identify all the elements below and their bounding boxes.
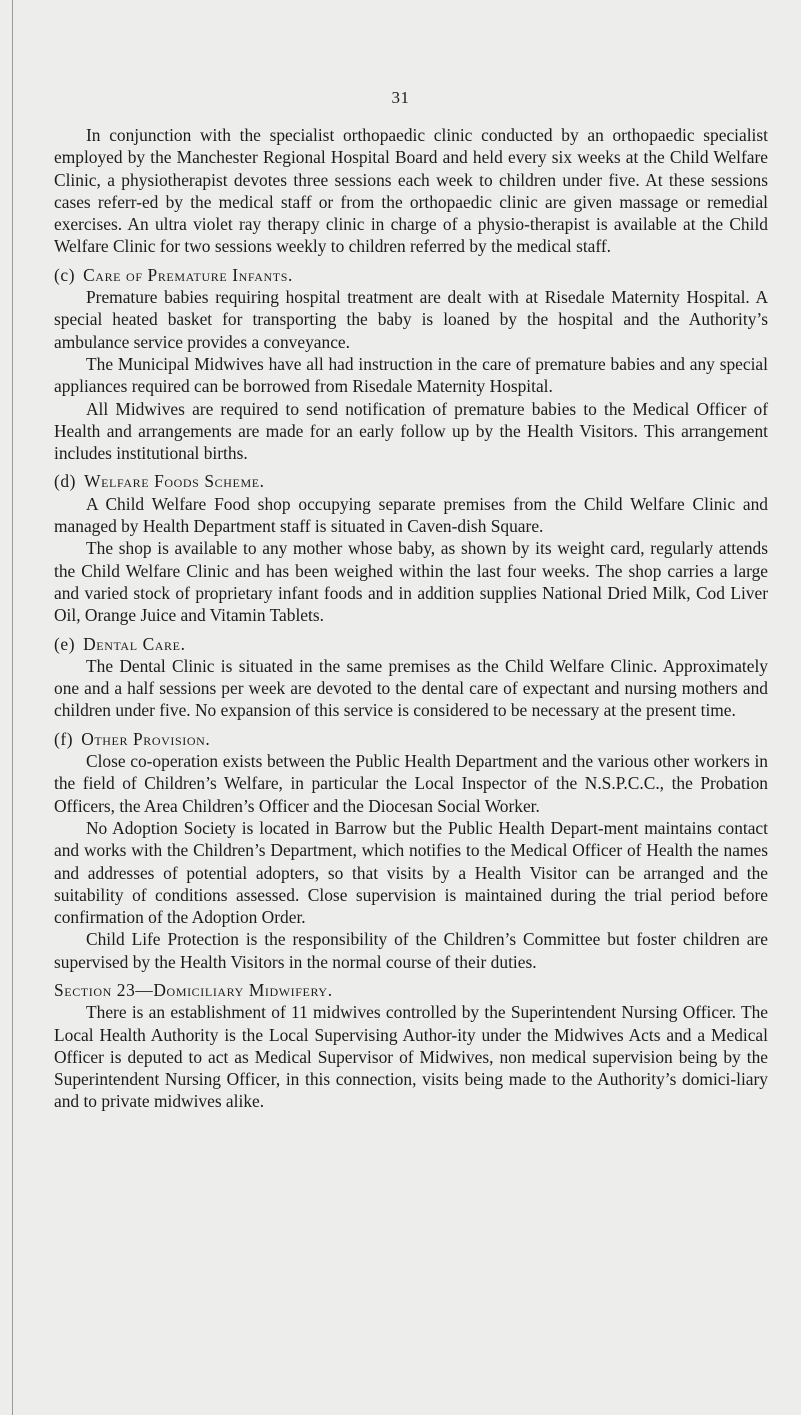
heading-premature-infants <box>54 264 768 286</box>
paragraph-food-shop-availability: The shop is available to any mother whose baby, as shown by its weight card, regularly attends the Child Welfare Clinic and has been weighed within the last four weeks. The shop carries a large and varied stock of proprietary infant foods and in addition supplies National Dried Milk, Cod Liver Oil, Orange Juice and Vitamin Tablets. <box>54 538 768 626</box>
heading-other-provision <box>54 728 768 750</box>
paragraph-co-operation: Close co-operation exists between the Public Health Department and the various other workers in the field of Children’s Welfare, in particular the Local Inspector of the N.S.P.C.C., the Probation Officers, the Area Children’s Officer and the Diocesan Social Worker. <box>54 751 768 816</box>
page-edge <box>12 0 13 1415</box>
heading-section-23: Section 23—Domiciliary Midwifery. <box>54 979 333 1000</box>
heading-text: Other Provision. <box>81 728 211 749</box>
paragraph-midwifery: There is an establishment of 11 midwives controlled by the Superintendent Nursing Officer. The Local Health Authority is the Local Supervising Author-ity under the Midwives Acts and a Medical Officer is deputed to act as Medical Supervisor of Midwives, non medical supervision being by the Superintendent Nursing Officer, in this connection, visits being made to the Authority’s domici-liary and to private midwives alike. <box>54 1002 768 1112</box>
document-body <box>54 124 768 1113</box>
heading-marker: (c) <box>54 264 76 285</box>
heading-text: Welfare Foods Scheme. <box>84 471 265 492</box>
heading-text: Care of Premature Infants. <box>83 264 293 285</box>
heading-marker: (d) <box>54 471 77 492</box>
paragraph-dental-clinic: The Dental Clinic is situated in the same premises as the Child Welfare Clinic. Approximately one and a half sessions per week are devoted to the dental care of expectant and nursing mothers and children under five. No expansion of this service is considered to be necessary at the present time. <box>54 655 768 721</box>
paragraph-premature-midwives: The Municipal Midwives have all had instruction in the care of premature babies and any special appliances required can be borrowed from Risedale Maternity Hospital. <box>54 353 768 397</box>
page-number: 31 <box>391 88 410 107</box>
heading-welfare-foods <box>54 470 768 492</box>
heading-marker: (e) <box>54 633 76 654</box>
paragraph-premature-notification: All Midwives are required to send notification of premature babies to the Medical Officer of Health and arrangements are made for an early follow up by the Health Visitors. This arrangement includes institutional births. <box>54 398 768 464</box>
paragraph-child-life-protection: Child Life Protection is the responsibility of the Children’s Committee but foster children are supervised by the Health Visitors in the normal course of their duties. <box>54 929 768 972</box>
paragraph-premature-hospital: Premature babies requiring hospital treatment are dealt with at Risedale Maternity Hospital. A special heated basket for transporting the baby is loaned by the hospital and the Authority’s ambulance service provides a conveyance. <box>54 287 768 352</box>
heading-dental-care <box>54 633 768 655</box>
heading-text: Dental Care. <box>83 633 186 654</box>
paragraph-food-shop: A Child Welfare Food shop occupying separate premises from the Child Welfare Clinic and managed by Health Department staff is situated in Caven-dish Square. <box>54 493 768 537</box>
paragraph-orthopaedic: In conjunction with the specialist orthopaedic clinic conducted by an orthopaedic specialist employed by the Manchester Regional Hospital Board and held every six weeks at the Child Welfare Clinic, a physiotherapist devotes three sessions each week to children under five. At these sessions cases referr-ed by the medical staff or from the orthopaedic clinic are given massage or remedial exercises. An ultra violet ray therapy clinic in charge of a physio-therapist is available at the Child Welfare Clinic for two sessions weekly to children referred by the medical staff. <box>54 125 768 257</box>
paragraph-adoption: No Adoption Society is located in Barrow but the Public Health Depart-ment maintains contact and works with the Children’s Department, which notifies to the Medical Officer of Health the names and addresses of potential adopters, so that visits by a Health Visitor can be arranged and the suitability of conditions assessed. Close supervision is maintained during the trial period before confirmation of the Adoption Order. <box>54 817 768 928</box>
heading-marker: (f) <box>54 728 74 749</box>
